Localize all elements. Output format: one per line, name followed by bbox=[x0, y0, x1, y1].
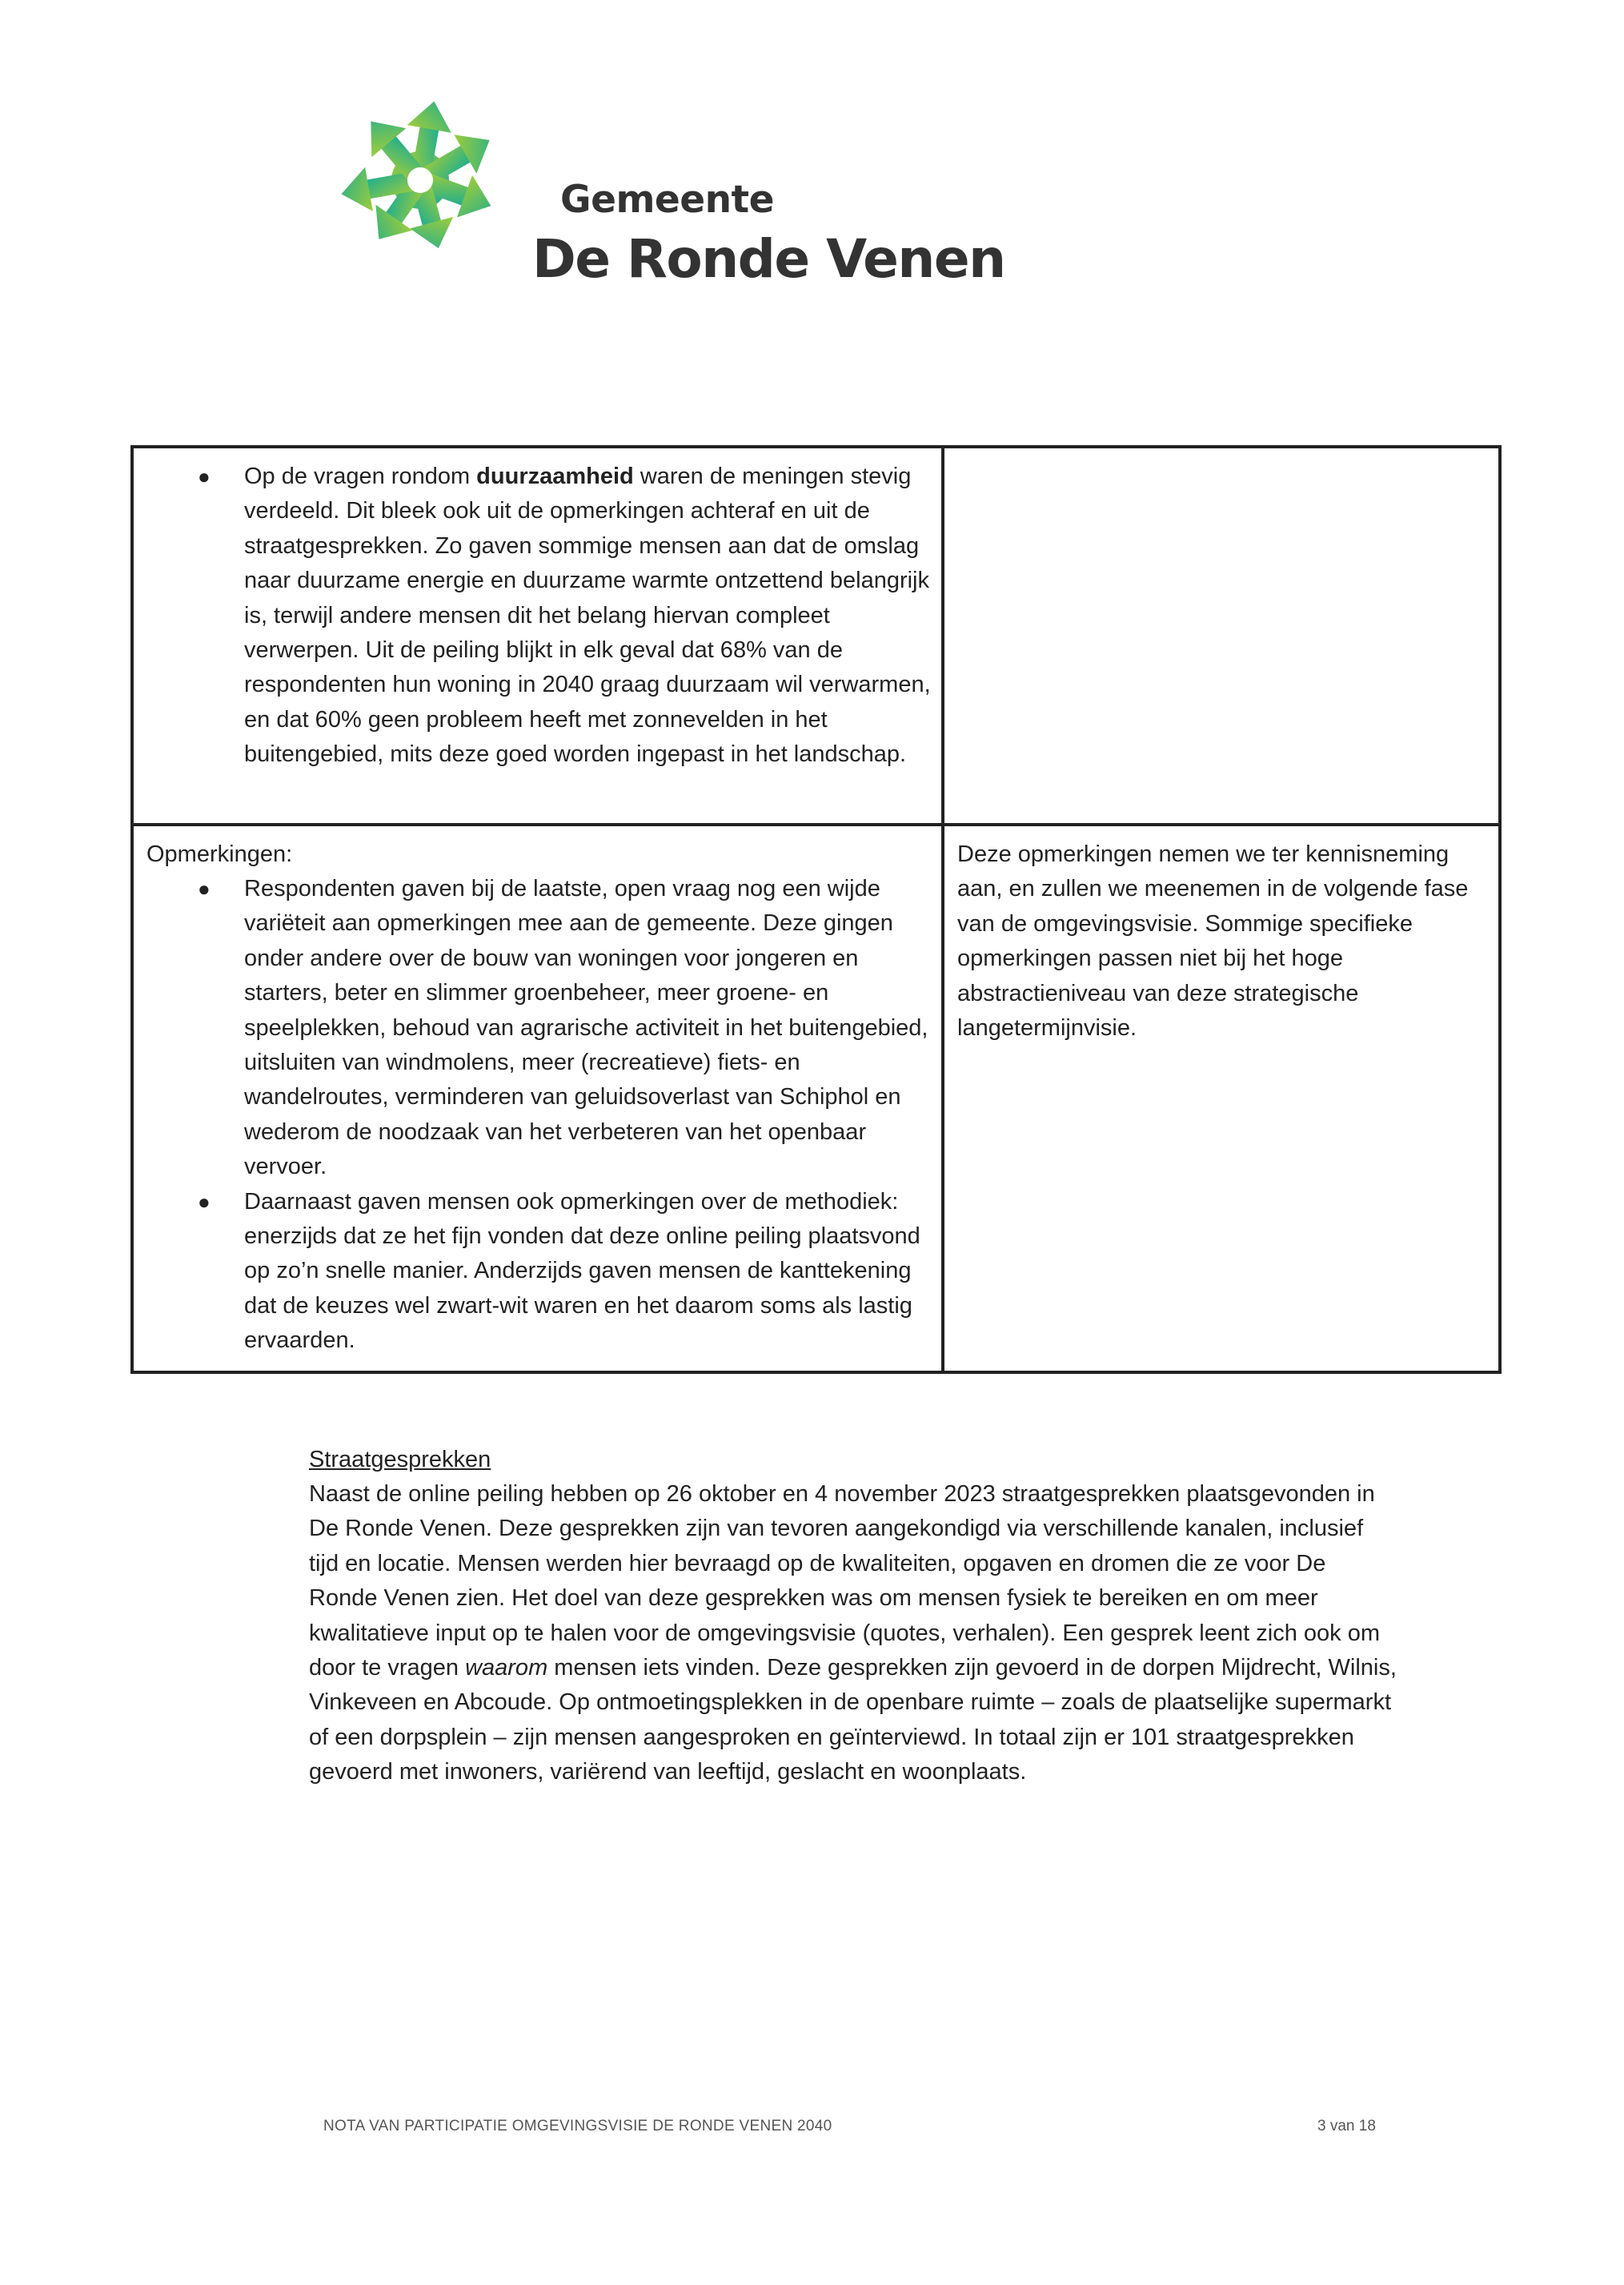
bullet-text: Respondenten gaven bij de laatste, open vraag nog een wijde variëteit aan opmerkingen mee aan de gemeente. Deze gingen onder andere over de bouw van woningen voor jongeren en starters, beter en slimmer groenbeheer, meer groene- en speelplekken, behoud van agrarische activiteit in het buitengebied, uitsluiten van windmolens, meer (recreatieve) fiets- en wandelroutes, verminderen van geluidsoverlast van Schiphol en wederom de noodzaak van het verbeteren van het openbaar vervoer. bbox=[244, 876, 928, 1180]
table-cell-row2-heading: Opmerkingen: bbox=[146, 841, 293, 867]
logo-text-gemeente: Gemeente bbox=[560, 178, 774, 222]
bullet-text-bold: duurzaamheid bbox=[476, 464, 634, 489]
section-body-part2: mensen iets vinden. Deze gesprekken zijn gevoerd in de dorpen Mijdrecht, Wilnis, Vinkeveen en Abcoude. Op ontmoetingsplekken in de openbare ruimte – zoals de plaatselijke supermarkt of een dorpsplein – zijn mensen aangesproken en geïnterviewd. In totaal zijn er 101 straatgesprekken gevoerd met inwoners, variërend van leeftijd, geslacht en woonplaats. bbox=[309, 1655, 1397, 1785]
section-body bbox=[309, 1477, 1397, 1790]
section-body-italic: waarom bbox=[465, 1655, 548, 1681]
table-cell-row1-left bbox=[198, 460, 934, 773]
bullet-icon: ● bbox=[198, 1189, 211, 1214]
list-item bbox=[198, 1185, 934, 1359]
bullet-icon: ● bbox=[198, 464, 211, 488]
bullet-text-prefix: Op de vragen rondom bbox=[244, 464, 477, 489]
bullet-text-rest: waren de meningen stevig verdeeld. Dit bleek ook uit de opmerkingen achteraf en uit de straatgesprekken. Zo gaven sommige mensen aan dat de omslag naar duurzame energie en duurzame warmte ontzettend belangrijk is, terwijl andere mensen dit het belang hiervan compleet verwerpen. Uit de peiling blijkt in elk geval dat 68% van de respondenten hun woning in 2040 graag duurzaam wil verwarmen, en dat 60% geen probleem heeft met zonnevelden in het buitengebied, mits deze goed worden ingepast in het landschap. bbox=[244, 464, 931, 768]
section-body-part1: Naast de online peiling hebben op 26 oktober en 4 november 2023 straatgesprekken plaatsgevonden in De Ronde Venen. Deze gesprekken zijn van tevoren aangekondigd via verschillende kanalen, inclusief tijd en locatie. Mensen werden hier bevraagd op de kwaliteiten, opgaven en dromen die ze voor De Ronde Venen zien. Het doel van deze gesprekken was om mensen fysiek te bereiken en om meer kwalitatieve input op te halen voor de omgevingsvisie (quotes, verhalen). Een gesprek leent zich ook om door te vragen bbox=[309, 1481, 1380, 1681]
municipality-logo-icon bbox=[308, 100, 532, 260]
list-item bbox=[198, 460, 934, 773]
table-cell-row2-right: Deze opmerkingen nemen we ter kennisneming aan, en zullen we meenemen in de volgende fase van de omgevingsvisie. Sommige specifieke opmerkingen passen niet bij het hoge abstractieniveau van deze strategische langetermijnvisie. bbox=[957, 841, 1469, 1042]
table-cell-row2-left bbox=[198, 872, 934, 1359]
footer-page-number: 3 van 18 bbox=[1317, 2118, 1376, 2134]
bullet-text: Daarnaast gaven mensen ook opmerkingen over de methodiek: enerzijds dat ze het fijn vonden dat deze online peiling plaatsvond op zo’n snelle manier. Anderzijds gaven mensen de kanttekening dat de keuzes wel zwart-wit waren en het daarom soms als lastig ervaarden. bbox=[244, 1188, 920, 1354]
logo-text-municipality-name: De Ronde Venen bbox=[532, 228, 1005, 290]
table-column-divider bbox=[941, 445, 944, 1374]
bullet-icon: ● bbox=[198, 877, 211, 901]
section-title: Straatgesprekken bbox=[309, 1447, 491, 1472]
footer-document-title: NOTA VAN PARTICIPATIE OMGEVINGSVISIE DE RONDE VENEN 2040 bbox=[323, 2118, 832, 2134]
table-row-divider bbox=[130, 823, 1502, 826]
list-item bbox=[198, 872, 934, 1185]
